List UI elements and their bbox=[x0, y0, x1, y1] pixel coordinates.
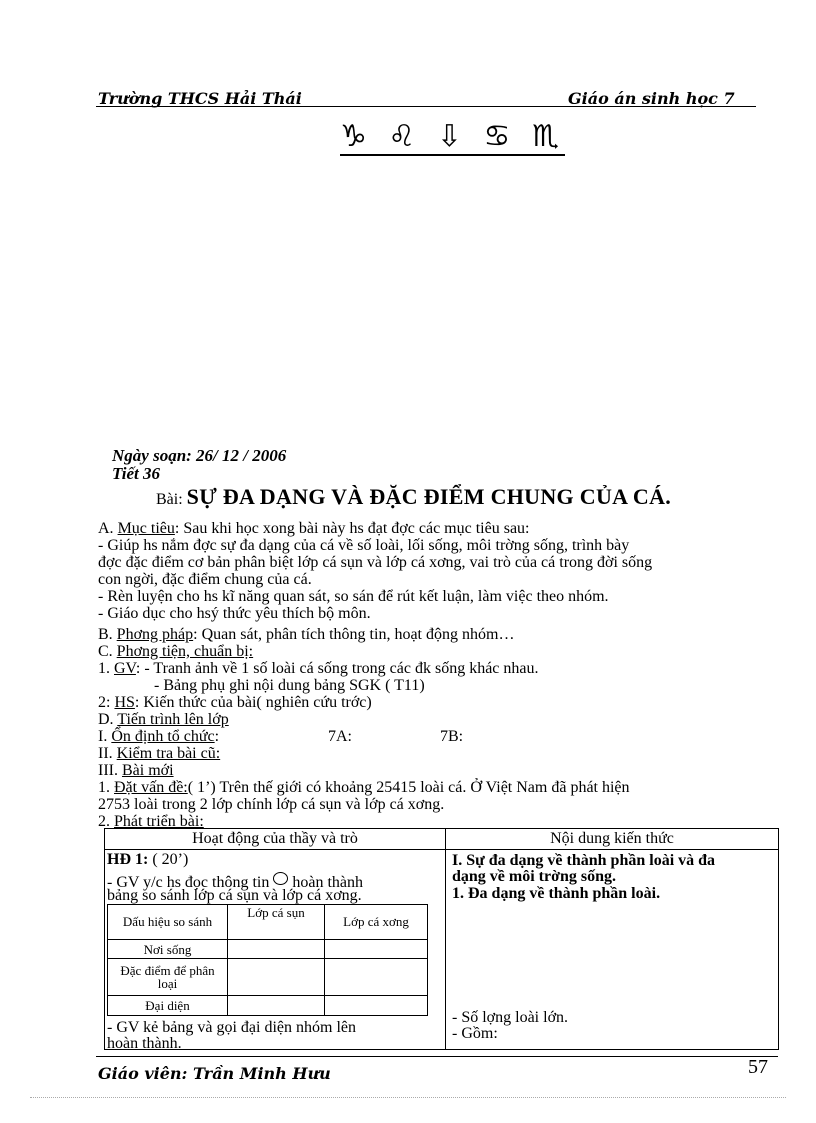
body-line-5: - Rèn luyện cho hs kĩ năng quan sát, so sán để rút kết luận, làm việc theo nhóm. bbox=[98, 588, 609, 605]
hd1-time: ( 20’) bbox=[148, 851, 189, 868]
body-line-6: - Giáo dục cho hsý thức yêu thích bộ môn. bbox=[98, 605, 371, 622]
means-line bbox=[98, 644, 253, 660]
school-name: Trường THCS Hải Thái bbox=[98, 89, 302, 108]
method-heading: Phơng pháp bbox=[116, 626, 194, 643]
process-line bbox=[98, 712, 229, 728]
text: : Sau khi học xong bài này hs đạt đợc các mục tiêu sau: bbox=[174, 520, 530, 537]
decorative-symbols: ♑ ♌ ⇩ ♋ ♏ bbox=[340, 119, 565, 154]
period-line: Tiết 36 bbox=[112, 464, 160, 483]
process-heading: Tiến trình lên lớp bbox=[117, 711, 229, 728]
inner-header-cartilaginous: Lớp cá sụn bbox=[228, 905, 325, 940]
hs-heading: HS bbox=[114, 694, 135, 711]
review-line bbox=[98, 746, 220, 762]
text: III. bbox=[98, 762, 122, 779]
activities-cell bbox=[105, 850, 446, 1050]
text: II. bbox=[98, 745, 117, 762]
text: C. bbox=[98, 643, 117, 660]
intro-line bbox=[98, 780, 630, 796]
develop-heading: Phát triển bài: bbox=[114, 813, 204, 830]
inner-header-criteria: Dấu hiệu so sánh bbox=[108, 905, 228, 940]
inner-header-bony: Lớp cá xơng bbox=[325, 905, 428, 940]
new-lesson-line bbox=[98, 763, 174, 779]
means-heading: Phơng tiện, chuẩn bị: bbox=[116, 643, 254, 660]
title-text: SỰ ĐA DẠNG VÀ ĐẶC ĐIỂM CHUNG CỦA CÁ. bbox=[186, 484, 672, 509]
comparison-table bbox=[107, 904, 428, 1016]
text: ( 1’) Trên thế giới có khoảng 25415 loài cá. Ở Việt Nam đã phát hiện bbox=[187, 779, 630, 796]
subject-name: Giáo án sinh học 7 bbox=[568, 89, 735, 108]
new-lesson-heading: Bài mới bbox=[121, 762, 174, 779]
inner-cell bbox=[228, 959, 325, 996]
page-edge bbox=[30, 1097, 786, 1098]
inner-cell bbox=[325, 959, 428, 996]
text: 1. bbox=[98, 779, 114, 796]
inner-row-representatives: Đại diện bbox=[108, 996, 228, 1016]
content-heading-3: 1. Đa dạng về thành phần loài. bbox=[452, 885, 661, 902]
content-heading-1: I. Sự đa dạng về thành phần loài và đa bbox=[452, 852, 716, 869]
hd1-label: HĐ 1: bbox=[107, 851, 149, 868]
intro-heading: Đặt vấn đề: bbox=[114, 779, 188, 796]
inner-row-features: Đặc điểm để phân loại bbox=[108, 959, 228, 996]
info-circle-icon bbox=[273, 872, 288, 885]
title-prefix: Bài: bbox=[156, 491, 183, 508]
hs-line bbox=[98, 695, 372, 711]
text: : Quan sát, phân tích thông tin, hoạt động nhóm… bbox=[193, 626, 515, 643]
text: : bbox=[214, 728, 220, 745]
text: hoàn thành bbox=[288, 874, 364, 891]
lesson-title bbox=[156, 484, 671, 510]
text: : - Tranh ảnh về 1 số loài cá sống trong các đk sống khác nhau. bbox=[135, 660, 539, 677]
gv-heading: GV bbox=[114, 660, 136, 677]
text: B. bbox=[98, 626, 117, 643]
text: - GV y/c hs đọc thông tin bbox=[107, 874, 274, 891]
inner-row-habitat: Nơi sống bbox=[108, 939, 228, 959]
gv-instruction-2: bảng so sánh lớp cá sụn và lớp cá xơng. bbox=[107, 887, 362, 904]
body-line-3: đợc đặc điểm cơ bản phân biệt lớp cá sụn và lớp cá xơng, vai trò của cá trong đời sống bbox=[98, 554, 653, 571]
intro-line-2: 2753 loài trong 2 lớp chính lớp cá sụn và lớp cá xơng. bbox=[98, 796, 445, 813]
text: 2: bbox=[98, 694, 115, 711]
inner-cell bbox=[325, 996, 428, 1016]
body-line-4: con ngời, đặc điểm chung của cá. bbox=[98, 571, 312, 588]
review-heading: Kiểm tra bài cũ: bbox=[116, 745, 221, 762]
content-cell bbox=[446, 850, 779, 1050]
col-header-content: Nội dung kiến thức bbox=[446, 829, 779, 850]
header-rule bbox=[96, 106, 756, 107]
content-heading-2: dạng về môi trờng sống. bbox=[452, 868, 616, 885]
text: A. bbox=[98, 520, 118, 537]
gv-line-2: - Bảng phụ ghi nội dung bảng SGK ( T11) bbox=[154, 677, 425, 694]
inner-cell bbox=[228, 996, 325, 1016]
organize-line bbox=[98, 729, 219, 745]
objective-line bbox=[98, 521, 529, 537]
objective-heading: Mục tiêu bbox=[117, 520, 175, 537]
body-line-2: - Giúp hs nắm đợc sự đa dạng của cá về số loài, lối sống, môi trờng sống, trình bày bbox=[98, 537, 630, 554]
col-header-activities: Hoạt động của thầy và trò bbox=[105, 829, 446, 850]
page-number: 57 bbox=[748, 1056, 768, 1078]
footer-rule bbox=[96, 1056, 778, 1057]
text: 1. bbox=[98, 660, 114, 677]
class-7b: 7B: bbox=[440, 728, 464, 745]
organize-heading: Ổn định tổ chức bbox=[111, 728, 215, 745]
inner-cell bbox=[228, 939, 325, 959]
gv-instruction-3: - GV kẻ bảng và gọi đại diện nhóm lên bbox=[107, 1019, 356, 1036]
text: D. bbox=[98, 711, 118, 728]
content-bullet-2: - Gồm: bbox=[452, 1025, 498, 1042]
inner-cell bbox=[325, 939, 428, 959]
text: I. bbox=[98, 728, 112, 745]
method-line bbox=[98, 627, 514, 643]
gv-instruction-4: hoàn thành. bbox=[107, 1035, 182, 1052]
lesson-table bbox=[104, 828, 779, 1050]
date-line: Ngày soạn: 26/ 12 / 2006 bbox=[112, 446, 287, 465]
teacher-name: Giáo viên: Trần Minh Hưu bbox=[98, 1064, 331, 1083]
text: 2. bbox=[98, 813, 114, 830]
gv-line bbox=[98, 661, 539, 677]
content-bullet-1: - Số lợng loài lớn. bbox=[452, 1009, 569, 1026]
text: : Kiến thức của bài( nghiên cứu trớc) bbox=[134, 694, 372, 711]
class-7a: 7A: bbox=[328, 728, 352, 745]
hd1-heading bbox=[107, 851, 188, 869]
